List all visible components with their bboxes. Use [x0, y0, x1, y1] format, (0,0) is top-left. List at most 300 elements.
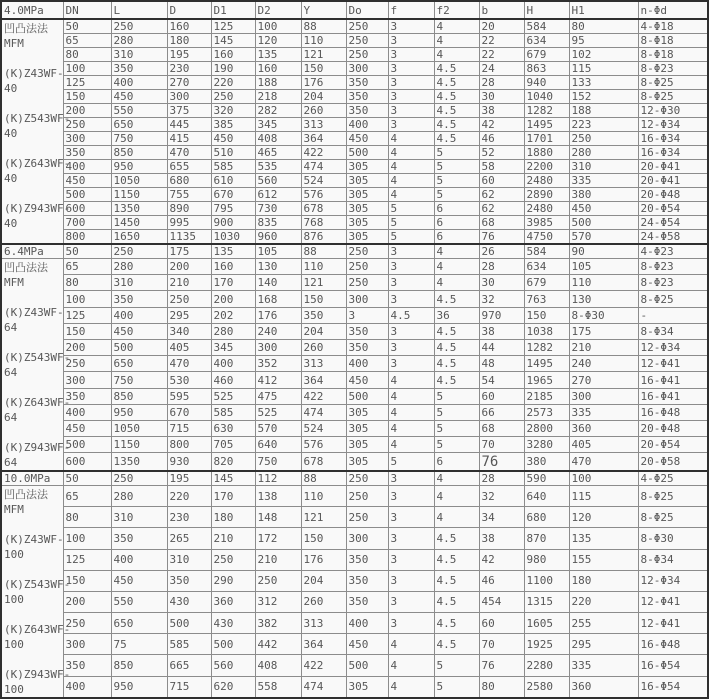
table-cell: 4: [434, 471, 479, 486]
table-cell: 5: [388, 230, 434, 245]
table-cell: 270: [167, 76, 211, 90]
table-cell: 140: [255, 275, 301, 291]
table-cell: 5: [434, 146, 479, 160]
table-cell: 465: [255, 146, 301, 160]
table-cell: 350: [346, 104, 388, 118]
table-cell: 16-Φ48: [638, 404, 708, 420]
table-cell: 295: [167, 307, 211, 323]
table-cell: 474: [301, 160, 346, 174]
table-cell: 22: [479, 34, 524, 48]
table-cell: 1880: [524, 146, 569, 160]
table-cell: 80: [63, 275, 111, 291]
table-cell: 460: [211, 372, 255, 388]
column-header: DN: [63, 1, 111, 19]
table-cell: 4: [388, 676, 434, 698]
table-cell: 4.5: [434, 76, 479, 90]
table-cell: 850: [111, 146, 167, 160]
table-cell: 3: [388, 76, 434, 90]
table-cell: 1925: [524, 634, 569, 655]
table-row: [1, 19, 708, 34]
table-cell: 876: [301, 230, 346, 245]
table-cell: 525: [255, 404, 301, 420]
table-cell: 795: [211, 202, 255, 216]
table-cell: 345: [255, 118, 301, 132]
table-row: [1, 132, 708, 146]
table-cell: 188: [569, 104, 638, 118]
table-cell: 305: [346, 216, 388, 230]
table-cell: 3: [388, 549, 434, 570]
table-cell: 750: [111, 132, 167, 146]
table-cell: 3: [388, 613, 434, 634]
table-cell: 8-Φ25: [638, 486, 708, 507]
table-row: [1, 90, 708, 104]
table-cell: 4: [388, 421, 434, 437]
table-cell: 305: [346, 160, 388, 174]
table-cell: 250: [211, 549, 255, 570]
table-cell: 110: [569, 275, 638, 291]
table-cell: 995: [167, 216, 211, 230]
table-cell: 62: [479, 202, 524, 216]
table-cell: 240: [569, 356, 638, 372]
table-cell: 30: [479, 275, 524, 291]
table-cell: 450: [63, 174, 111, 188]
column-header: f2: [434, 1, 479, 19]
table-cell: 4: [388, 146, 434, 160]
table-cell: 634: [524, 34, 569, 48]
table-cell: 195: [167, 471, 211, 486]
table-cell: 250: [346, 471, 388, 486]
table-cell: 250: [346, 244, 388, 259]
table-cell: 550: [111, 104, 167, 118]
table-cell: 250: [346, 486, 388, 507]
table-cell: 5: [434, 421, 479, 437]
table-cell: 950: [111, 404, 167, 420]
table-cell: 4.5: [434, 90, 479, 104]
table-cell: 585: [167, 634, 211, 655]
table-cell: 400: [346, 613, 388, 634]
table-cell: 300: [255, 340, 301, 356]
table-cell: 16-Φ54: [638, 676, 708, 698]
table-cell: 405: [167, 340, 211, 356]
table-cell: 145: [211, 471, 255, 486]
table-cell: 960: [255, 230, 301, 245]
table-cell: 3: [388, 48, 434, 62]
table-row: [1, 160, 708, 174]
table-row: [1, 202, 708, 216]
table-cell: 500: [569, 216, 638, 230]
table-cell: 8-Φ18: [638, 34, 708, 48]
table-cell: 90: [569, 244, 638, 259]
table-cell: 340: [167, 323, 211, 339]
table-cell: 445: [167, 118, 211, 132]
table-cell: 220: [211, 76, 255, 90]
table-cell: 8-Φ23: [638, 62, 708, 76]
table-cell: 200: [63, 591, 111, 612]
table-cell: 121: [301, 275, 346, 291]
table-cell: 850: [111, 655, 167, 676]
table-cell: 20: [479, 19, 524, 34]
table-cell: 8-Φ18: [638, 48, 708, 62]
table-cell: 400: [211, 356, 255, 372]
table-cell: 400: [346, 118, 388, 132]
table-cell: 20-Φ41: [638, 174, 708, 188]
table-cell: 474: [301, 404, 346, 420]
table-cell: 160: [211, 48, 255, 62]
table-cell: 650: [111, 356, 167, 372]
table-cell: 768: [301, 216, 346, 230]
table-cell: 160: [167, 19, 211, 34]
table-cell: 105: [569, 259, 638, 275]
table-cell: 863: [524, 62, 569, 76]
table-cell: 670: [167, 404, 211, 420]
table-row: [1, 76, 708, 90]
table-cell: 8-Φ23: [638, 259, 708, 275]
table-cell: 890: [167, 202, 211, 216]
table-cell: 1605: [524, 613, 569, 634]
table-cell: 835: [255, 216, 301, 230]
table-row: [1, 62, 708, 76]
table-cell: 70: [479, 437, 524, 453]
table-cell: 1495: [524, 356, 569, 372]
table-cell: 584: [524, 19, 569, 34]
column-header: Y: [301, 1, 346, 19]
column-header: D: [167, 1, 211, 19]
table-cell: 3: [388, 259, 434, 275]
table-cell: 180: [211, 507, 255, 528]
column-header: L: [111, 1, 167, 19]
table-cell: 755: [167, 188, 211, 202]
table-cell: 12-Φ41: [638, 356, 708, 372]
table-cell: 335: [569, 174, 638, 188]
table-cell: 133: [569, 76, 638, 90]
table-cell: 1040: [524, 90, 569, 104]
table-cell: 5: [434, 437, 479, 453]
table-cell: 430: [167, 591, 211, 612]
table-cell: 3: [388, 591, 434, 612]
table-cell: 470: [167, 146, 211, 160]
table-cell: 360: [569, 676, 638, 698]
table-cell: 380: [569, 188, 638, 202]
table-cell: 105: [255, 244, 301, 259]
table-cell: 535: [255, 160, 301, 174]
table-cell: 280: [569, 146, 638, 160]
table-cell: 595: [167, 388, 211, 404]
table-cell: 58: [479, 160, 524, 174]
table-cell: 364: [301, 634, 346, 655]
table-cell: 530: [167, 372, 211, 388]
table-cell: 970: [479, 307, 524, 323]
table-cell: 300: [569, 388, 638, 404]
table-cell: 640: [524, 486, 569, 507]
table-cell: 640: [255, 437, 301, 453]
table-cell: 75: [111, 634, 167, 655]
table-cell: 305: [346, 404, 388, 420]
table-cell: 3: [388, 62, 434, 76]
table-cell: 200: [211, 291, 255, 307]
table-cell: 305: [346, 174, 388, 188]
table-row: [1, 570, 708, 591]
table-cell: 28: [479, 471, 524, 486]
table-cell: 475: [255, 388, 301, 404]
table-cell: 400: [63, 676, 111, 698]
table-cell: 38: [479, 323, 524, 339]
table-cell: 300: [167, 90, 211, 104]
table-cell: 282: [255, 104, 301, 118]
table-cell: 48: [479, 356, 524, 372]
table-cell: 4: [434, 34, 479, 48]
table-cell: 500: [346, 655, 388, 676]
table-cell: 5: [388, 202, 434, 216]
table-cell: 42: [479, 549, 524, 570]
table-cell: 112: [255, 471, 301, 486]
table-cell: 450: [211, 132, 255, 146]
table-cell: 223: [569, 118, 638, 132]
table-cell: 940: [524, 76, 569, 90]
table-cell: 130: [569, 291, 638, 307]
table-row: [1, 340, 708, 356]
table-cell: 20-Φ54: [638, 202, 708, 216]
table-cell: 313: [301, 356, 346, 372]
table-cell: 210: [167, 275, 211, 291]
table-cell: 295: [569, 634, 638, 655]
table-cell: 24: [479, 62, 524, 76]
table-cell: 6: [434, 216, 479, 230]
table-cell: 375: [167, 104, 211, 118]
table-cell: 5: [434, 404, 479, 420]
table-cell: 1450: [111, 216, 167, 230]
table-cell: 680: [167, 174, 211, 188]
table-cell: 4750: [524, 230, 569, 245]
table-cell: 705: [211, 437, 255, 453]
table-cell: 510: [211, 146, 255, 160]
table-cell: 300: [346, 62, 388, 76]
table-cell: 364: [301, 132, 346, 146]
table-cell: 415: [167, 132, 211, 146]
table-cell: 2185: [524, 388, 569, 404]
table-row: [1, 291, 708, 307]
table-cell: 3: [388, 104, 434, 118]
table-cell: 400: [111, 76, 167, 90]
table-cell: 5: [434, 676, 479, 698]
table-cell: 210: [211, 528, 255, 549]
table-cell: 125: [211, 19, 255, 34]
table-cell: 8-Φ30: [569, 307, 638, 323]
table-cell: 305: [346, 202, 388, 216]
table-cell: 360: [569, 421, 638, 437]
table-cell: 305: [346, 437, 388, 453]
table-cell: 125: [63, 76, 111, 90]
table-cell: 250: [346, 259, 388, 275]
table-cell: 408: [255, 132, 301, 146]
table-cell: 3: [388, 471, 434, 486]
table-row: [1, 634, 708, 655]
table-cell: 170: [211, 275, 255, 291]
table-cell: 12-Φ30: [638, 104, 708, 118]
table-row: [1, 259, 708, 275]
table-cell: 1282: [524, 104, 569, 118]
table-cell: 280: [111, 259, 167, 275]
table-cell: 38: [479, 104, 524, 118]
table-cell: 4-Φ23: [638, 244, 708, 259]
table-cell: 4: [388, 655, 434, 676]
table-cell: 5: [434, 655, 479, 676]
table-cell: 188: [255, 76, 301, 90]
column-header: n-Φd: [638, 1, 708, 19]
table-cell: 500: [63, 437, 111, 453]
table-cell: 950: [111, 676, 167, 698]
table-cell: 2573: [524, 404, 569, 420]
table-cell: 80: [569, 19, 638, 34]
table-row: [1, 507, 708, 528]
table-cell: 450: [569, 202, 638, 216]
table-cell: 4-Φ18: [638, 19, 708, 34]
table-cell: 50: [63, 244, 111, 259]
table-cell: 1030: [211, 230, 255, 245]
table-cell: 16-Φ34: [638, 132, 708, 146]
table-cell: 560: [255, 174, 301, 188]
table-cell: 68: [479, 421, 524, 437]
table-cell: 80: [63, 507, 111, 528]
table-cell: 168: [255, 291, 301, 307]
table-cell: 250: [346, 34, 388, 48]
table-cell: 2890: [524, 188, 569, 202]
table-row: [1, 188, 708, 202]
table-cell: 570: [255, 421, 301, 437]
table-cell: 630: [211, 421, 255, 437]
table-cell: 3985: [524, 216, 569, 230]
table-cell: 1315: [524, 591, 569, 612]
table-row: [1, 356, 708, 372]
table-cell: 665: [167, 655, 211, 676]
table-cell: 3: [388, 356, 434, 372]
table-cell: 730: [255, 202, 301, 216]
table-cell: 4: [434, 275, 479, 291]
table-cell: 155: [569, 549, 638, 570]
table-cell: 305: [346, 230, 388, 245]
table-cell: 76: [479, 453, 524, 471]
table-cell: 650: [111, 118, 167, 132]
table-cell: 250: [211, 90, 255, 104]
table-cell: 558: [255, 676, 301, 698]
table-cell: 500: [63, 188, 111, 202]
table-cell: 46: [479, 570, 524, 591]
table-cell: 3: [388, 19, 434, 34]
table-cell: 385: [211, 118, 255, 132]
table-cell: 3: [388, 507, 434, 528]
table-cell: 8-Φ25: [638, 76, 708, 90]
table-cell: 5: [434, 188, 479, 202]
table-cell: 8-Φ25: [638, 291, 708, 307]
table-cell: 20-Φ54: [638, 437, 708, 453]
table-cell: 8-Φ34: [638, 549, 708, 570]
table-cell: 610: [211, 174, 255, 188]
table-cell: 680: [524, 507, 569, 528]
table-cell: 350: [346, 591, 388, 612]
table-row: [1, 549, 708, 570]
table-cell: 850: [111, 388, 167, 404]
table-cell: 679: [524, 48, 569, 62]
table-cell: 310: [111, 507, 167, 528]
table-cell: 335: [569, 404, 638, 420]
table-cell: 250: [63, 356, 111, 372]
table-cell: 3: [388, 244, 434, 259]
table-cell: 335: [569, 655, 638, 676]
table-cell: 500: [211, 634, 255, 655]
table-cell: 430: [211, 613, 255, 634]
table-row: [1, 146, 708, 160]
table-row: [1, 216, 708, 230]
table-cell: 250: [346, 275, 388, 291]
table-cell: 305: [346, 676, 388, 698]
table-cell: 28: [479, 76, 524, 90]
table-cell: 584: [524, 244, 569, 259]
table-cell: 180: [569, 570, 638, 591]
pressure-label: 6.4MPa: [1, 244, 63, 259]
table-cell: 34: [479, 507, 524, 528]
table-cell: 313: [301, 118, 346, 132]
table-cell: 4: [434, 507, 479, 528]
table-cell: 585: [211, 160, 255, 174]
table-cell: 250: [569, 132, 638, 146]
table-row: [1, 230, 708, 245]
table-cell: 1150: [111, 437, 167, 453]
table-cell: 1282: [524, 340, 569, 356]
table-cell: 405: [569, 437, 638, 453]
table-cell: 4: [388, 132, 434, 146]
table-cell: 121: [301, 48, 346, 62]
pressure-label: 4.0MPa: [1, 1, 63, 19]
table-cell: 62: [479, 188, 524, 202]
table-cell: 655: [167, 160, 211, 174]
table-cell: 95: [569, 34, 638, 48]
table-cell: 930: [167, 453, 211, 471]
table-cell: 250: [167, 291, 211, 307]
table-cell: 679: [524, 275, 569, 291]
valve-model-label: 凹凸法法 MFM (K)Z43WF- 64 (K)Z543WF- 64 (K)Z643WF- 64 (K)Z943WF- 64: [1, 259, 63, 472]
table-cell: 412: [255, 372, 301, 388]
table-cell: 4.5: [434, 356, 479, 372]
table-cell: 175: [569, 323, 638, 339]
table-cell: 121: [301, 507, 346, 528]
table-cell: 350: [346, 549, 388, 570]
table-cell: 76: [479, 655, 524, 676]
table-cell: 6: [434, 230, 479, 245]
table-cell: 900: [211, 216, 255, 230]
table-cell: 310: [111, 48, 167, 62]
table-cell: 350: [346, 340, 388, 356]
table-cell: 135: [255, 48, 301, 62]
table-cell: 60: [479, 613, 524, 634]
table-cell: 454: [479, 591, 524, 612]
table-cell: 524: [301, 174, 346, 188]
table-cell: 150: [301, 291, 346, 307]
table-cell: 20-Φ48: [638, 421, 708, 437]
table-cell: 150: [301, 528, 346, 549]
table-cell: 4.5: [434, 323, 479, 339]
table-cell: 42: [479, 118, 524, 132]
table-row: [1, 591, 708, 612]
table-cell: 800: [63, 230, 111, 245]
table-cell: 202: [211, 307, 255, 323]
table-cell: 204: [301, 570, 346, 591]
table-cell: 32: [479, 291, 524, 307]
table-cell: 4: [434, 259, 479, 275]
table-cell: 1495: [524, 118, 569, 132]
table-cell: 52: [479, 146, 524, 160]
table-cell: 305: [346, 188, 388, 202]
table-cell: 400: [63, 404, 111, 420]
column-header: Do: [346, 1, 388, 19]
